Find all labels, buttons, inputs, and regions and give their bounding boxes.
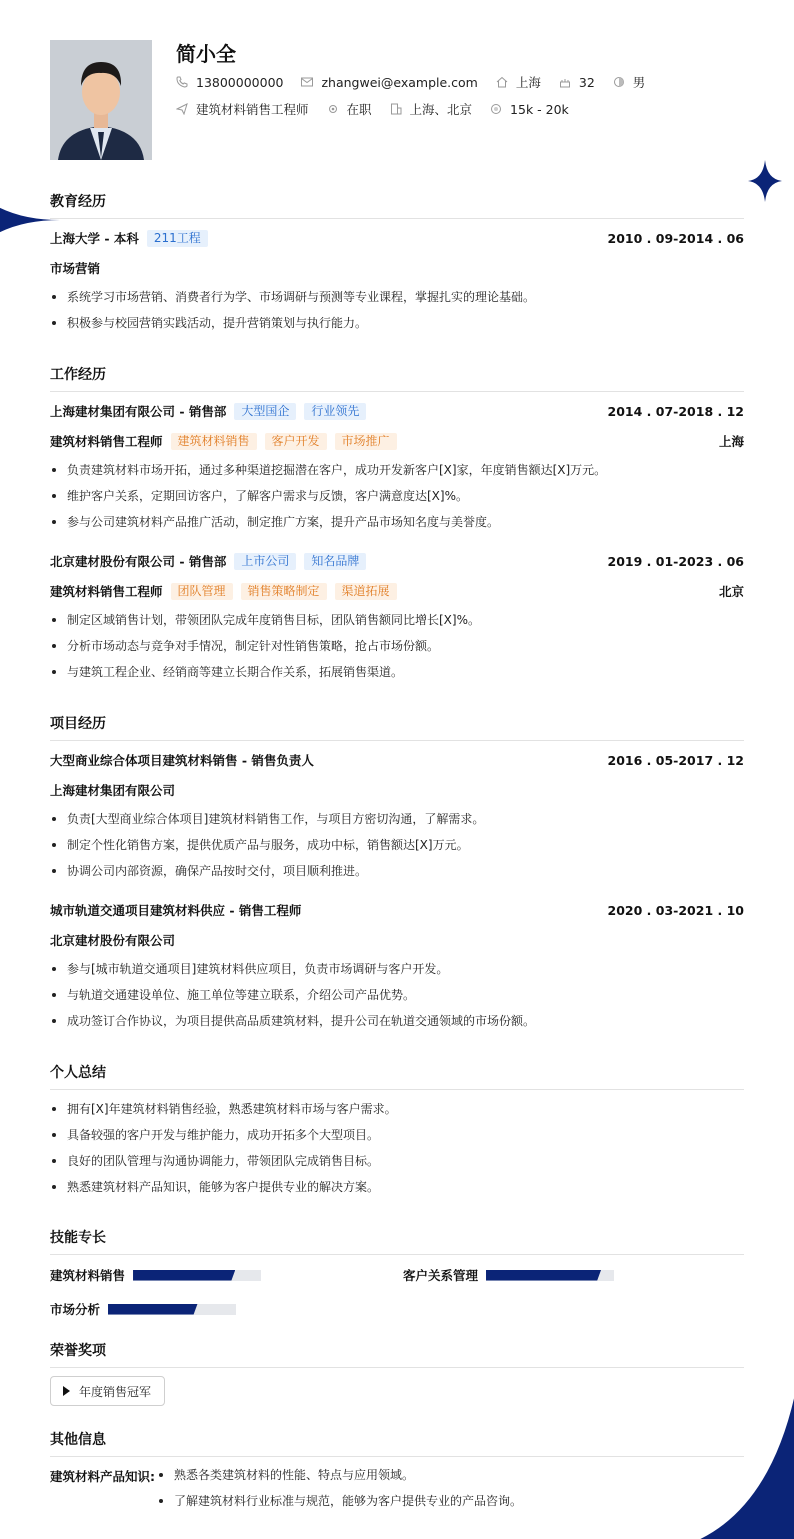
project-name: 大型商业综合体项目建筑材料销售 - 销售负责人	[50, 753, 314, 768]
project-company: 上海建材集团有限公司	[50, 783, 176, 798]
list-item: 参与[城市轨道交通项目]建筑材料供应项目，负责市场调研与客户开发。	[50, 960, 744, 986]
section-title: 项目经历	[50, 713, 744, 741]
other-label: 建筑材料产品知识:	[50, 1469, 155, 1484]
project-header-row	[50, 901, 744, 919]
list-item: 协调公司内部资源，确保产品按时交付，项目顺利推进。	[50, 862, 744, 888]
list-item: 制定区域销售计划，带领团队完成年度销售目标，团队销售额同比增长[X]%。	[50, 611, 744, 637]
list-item: 熟悉建筑材料产品知识，能够为客户提供专业的解决方案。	[50, 1178, 744, 1204]
skill-name: 市场分析	[50, 1302, 101, 1317]
list-item: 与轨道交通建设单位、施工单位等建立联系，介绍公司产品优势。	[50, 986, 744, 1012]
skill-tag: 建筑材料销售	[171, 433, 257, 450]
summary-section	[50, 1062, 744, 1194]
salary: 15k - 20k	[510, 101, 569, 117]
company-tag: 行业领先	[304, 403, 366, 420]
skill-tag: 客户开发	[265, 433, 327, 450]
award-name: 年度销售冠军	[79, 1384, 152, 1399]
company-tag: 知名品牌	[304, 553, 366, 570]
avatar	[50, 40, 152, 160]
age: 32	[578, 74, 595, 90]
major: 市场营销	[50, 261, 101, 276]
phone-icon	[176, 76, 188, 88]
skill-tag: 团队管理	[171, 583, 233, 600]
major-row	[50, 259, 744, 277]
project-company-row	[50, 931, 744, 949]
section-title: 荣誉奖项	[50, 1340, 744, 1368]
skill-item	[50, 1300, 236, 1318]
salary-item	[490, 102, 569, 117]
skill-bar	[108, 1304, 236, 1315]
skill-tag: 市场推广	[335, 433, 397, 450]
home-icon	[496, 76, 508, 88]
other-label-row	[50, 1467, 160, 1485]
target-city: 上海、北京	[409, 102, 473, 117]
company-tag: 上市公司	[234, 553, 296, 570]
phone-number: 13800000000	[196, 74, 284, 90]
list-item: 参与公司建筑材料产品推广活动，制定推广方案，提升产品市场知名度与美誉度。	[50, 513, 744, 539]
list-item: 成功签订合作协议，为项目提供高品质建筑材料，提升公司在轨道交通领域的市场份额。	[50, 1012, 744, 1038]
project-bullets	[50, 810, 744, 888]
role-title: 建筑材料销售工程师	[50, 584, 163, 599]
projects-section	[50, 713, 744, 1028]
city-item	[390, 100, 473, 118]
list-item: 拥有[X]年建筑材料销售经验，熟悉建筑材料市场与客户需求。	[50, 1100, 744, 1126]
skill-item	[403, 1266, 614, 1284]
section-title: 个人总结	[50, 1062, 744, 1090]
role-row	[50, 582, 744, 600]
honors-section	[50, 1340, 744, 1399]
skill-tag: 销售策略制定	[241, 583, 327, 600]
list-item: 熟悉各类建筑材料的性能、特点与应用领域。	[157, 1466, 744, 1492]
location-item	[496, 73, 541, 91]
work-city: 北京	[718, 584, 744, 599]
email-item	[301, 75, 477, 90]
position-item	[176, 100, 309, 118]
phone-item	[176, 75, 283, 90]
project-company: 北京建材股份有限公司	[50, 933, 176, 948]
cake-icon	[559, 76, 571, 88]
company-name: 北京建材股份有限公司 - 销售部	[50, 554, 227, 569]
award-item	[50, 1376, 165, 1406]
project-date: 2016 . 05-2017 . 12	[607, 752, 744, 768]
list-item: 具备较强的客户开发与维护能力，成功开拓多个大型项目。	[50, 1126, 744, 1152]
project-bullets	[50, 960, 744, 1038]
company-name: 上海建材集团有限公司 - 销售部	[50, 404, 227, 419]
work-bullets	[50, 461, 744, 539]
gear-icon	[327, 103, 339, 115]
role-row	[50, 432, 744, 450]
skill-bar-fill	[486, 1270, 601, 1281]
work-section	[50, 364, 744, 679]
contact-row	[176, 73, 663, 91]
other-section	[50, 1429, 744, 1508]
work-bullets	[50, 611, 744, 689]
skill-bar-fill	[133, 1270, 235, 1281]
list-item: 负责[大型商业综合体项目]建筑材料销售工作，与项目方密切沟通，了解需求。	[50, 810, 744, 836]
target-position: 建筑材料销售工程师	[196, 102, 309, 117]
work-date: 2014 . 07-2018 . 12	[607, 403, 744, 419]
company-tag: 大型国企	[234, 403, 296, 420]
gender: 男	[632, 75, 646, 90]
building-icon	[390, 103, 402, 115]
star-icon	[748, 160, 782, 202]
section-title: 教育经历	[50, 191, 744, 219]
skill-bar	[486, 1270, 614, 1281]
list-item: 维护客户关系，定期回访客户，了解客户需求与反馈，客户满意度达[X]%。	[50, 487, 744, 513]
job-status: 在职	[346, 102, 372, 117]
project-name: 城市轨道交通项目建筑材料供应 - 销售工程师	[50, 903, 302, 918]
location: 上海	[515, 75, 541, 90]
skill-bar-fill	[108, 1304, 198, 1315]
work-header-row	[50, 552, 744, 570]
triangle-right-icon	[63, 1386, 70, 1396]
work-city: 上海	[718, 434, 744, 449]
school-name: 上海大学 - 本科	[50, 231, 139, 246]
send-icon	[176, 103, 188, 115]
skill-bar	[133, 1270, 261, 1281]
list-item: 良好的团队管理与沟通协调能力，带领团队完成销售目标。	[50, 1152, 744, 1178]
list-item: 与建筑工程企业、经销商等建立长期合作关系，拓展销售渠道。	[50, 663, 744, 689]
list-item: 积极参与校园营销实践活动，提升营销策划与执行能力。	[50, 314, 744, 340]
job-info-row	[176, 100, 587, 118]
education-header-row	[50, 229, 744, 247]
gender-icon	[613, 76, 625, 88]
other-bullets	[157, 1466, 744, 1518]
education-date: 2010 . 09-2014 . 06	[607, 230, 744, 246]
skill-name: 建筑材料销售	[50, 1268, 126, 1283]
project-company-row	[50, 781, 744, 799]
mail-icon	[301, 76, 313, 88]
email-address: zhangwei@example.com	[321, 74, 478, 90]
work-date: 2019 . 01-2023 . 06	[607, 553, 744, 569]
list-item: 了解建筑材料行业标准与规范，能够为客户提供专业的产品咨询。	[157, 1492, 744, 1518]
list-item: 分析市场动态与竞争对手情况，制定针对性销售策略，抢占市场份额。	[50, 637, 744, 663]
gender-item	[613, 73, 646, 91]
section-title: 技能专长	[50, 1227, 744, 1255]
school-tag: 211工程	[147, 230, 208, 247]
education-section	[50, 191, 744, 330]
education-bullets	[50, 288, 744, 340]
list-item: 负责建筑材料市场开拓，通过多种渠道挖掘潜在客户，成功开发新客户[X]家，年度销售额达[X]万元。	[50, 461, 744, 487]
section-title: 工作经历	[50, 364, 744, 392]
skill-item	[50, 1266, 261, 1284]
skills-section	[50, 1227, 744, 1317]
candidate-name: 简小全	[176, 42, 236, 66]
section-title: 其他信息	[50, 1429, 744, 1457]
age-item	[559, 75, 595, 90]
project-date: 2020 . 03-2021 . 10	[607, 902, 744, 918]
skill-name: 客户关系管理	[403, 1268, 479, 1283]
list-item: 系统学习市场营销、消费者行为学、市场调研与预测等专业课程，掌握扎实的理论基础。	[50, 288, 744, 314]
role-title: 建筑材料销售工程师	[50, 434, 163, 449]
list-item: 制定个性化销售方案，提供优质产品与服务，成功中标，销售额达[X]万元。	[50, 836, 744, 862]
resume-header	[50, 40, 750, 162]
coin-icon	[490, 103, 502, 115]
skill-tag: 渠道拓展	[335, 583, 397, 600]
status-item	[327, 100, 372, 118]
project-header-row	[50, 751, 744, 769]
work-header-row	[50, 402, 744, 420]
summary-bullets	[50, 1100, 744, 1204]
